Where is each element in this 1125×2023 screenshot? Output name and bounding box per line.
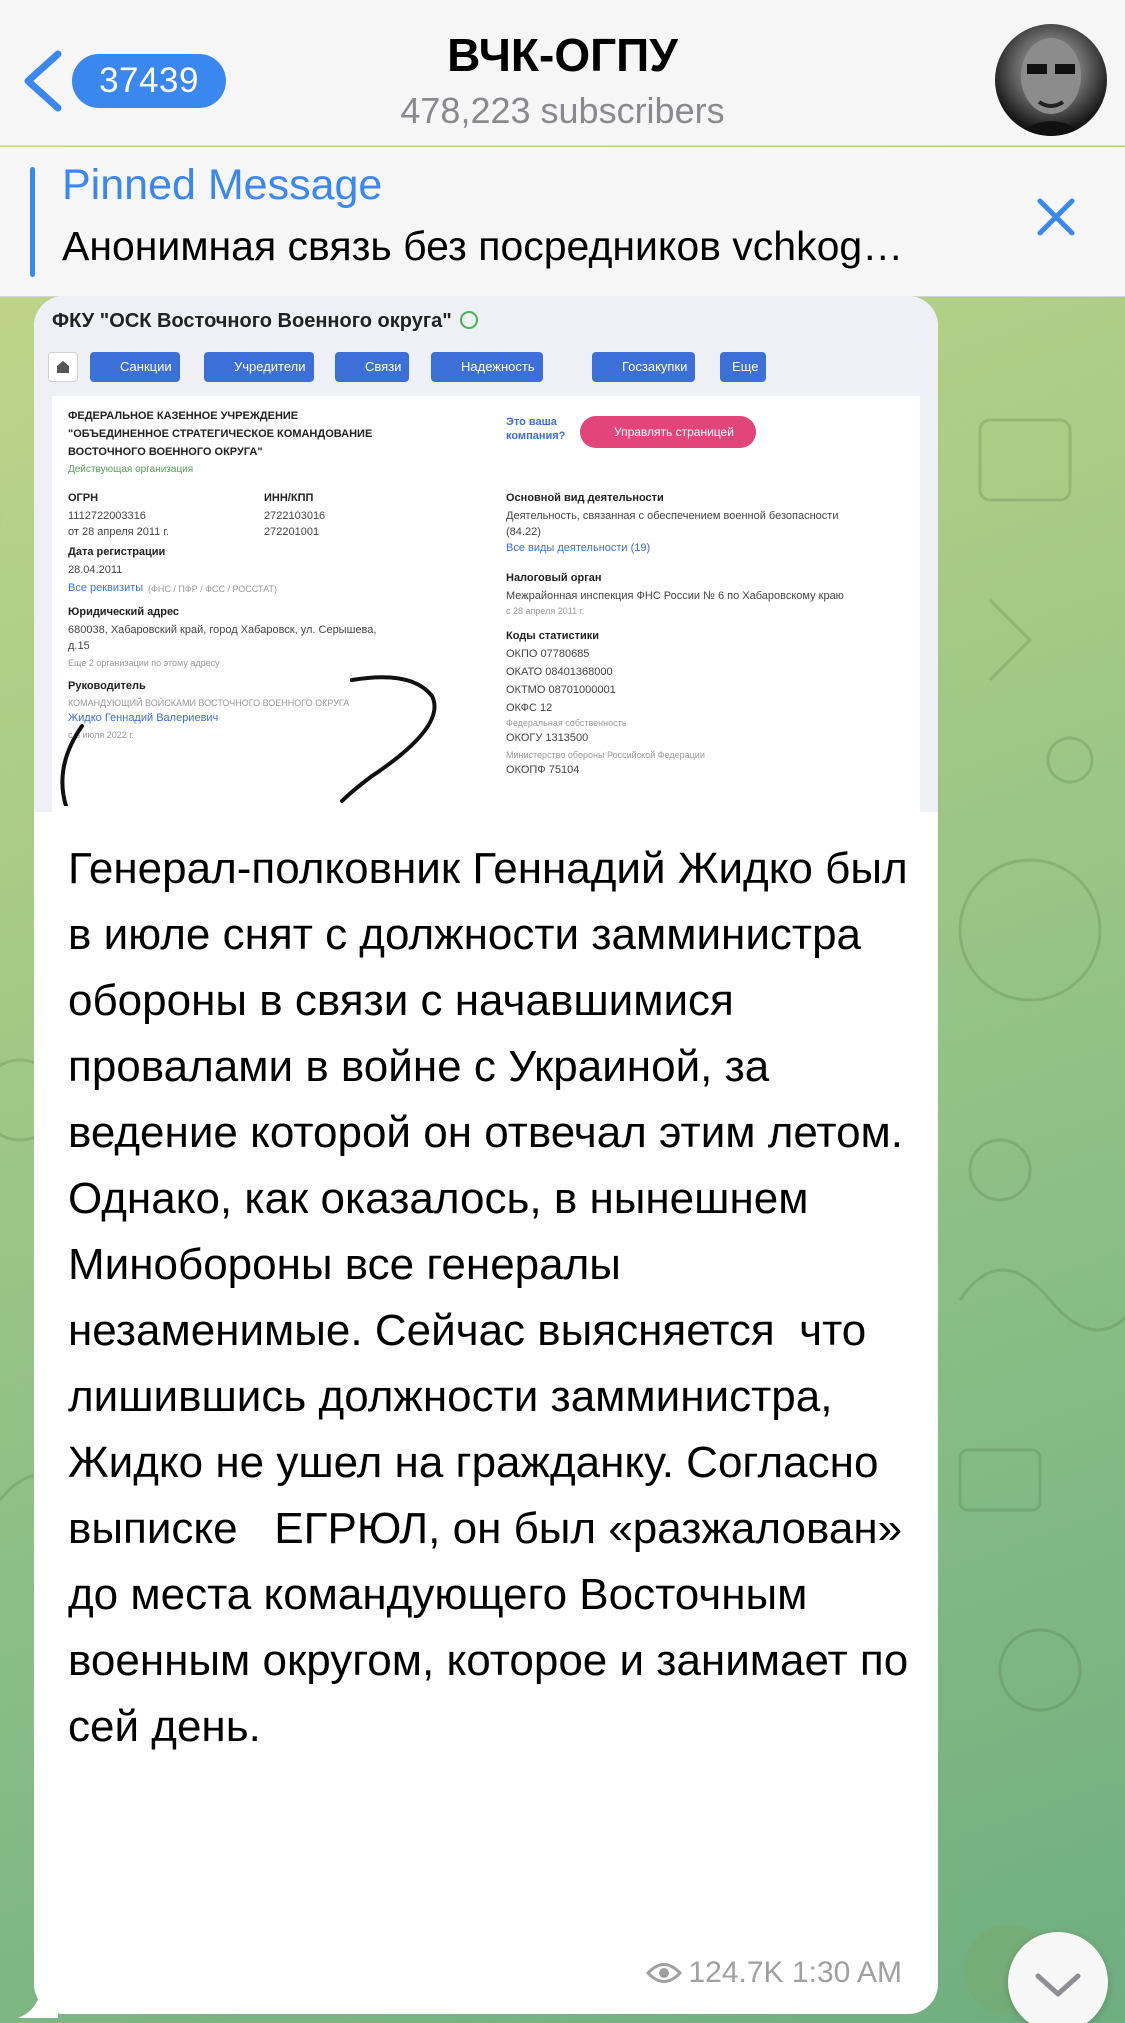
home-icon [48, 352, 78, 382]
head-label: Руководитель [68, 680, 146, 692]
tax-value: Межрайонная инспекция ФНС России № 6 по Хабаровскому краю [506, 590, 844, 602]
pinned-message-bar[interactable] [0, 147, 1125, 297]
scroll-down-button[interactable] [1008, 1932, 1108, 2023]
stat-code-okpo: ОКПО 07780685 [506, 648, 590, 660]
photo-tab-reliability: Надежность [431, 352, 543, 382]
activity-label: Основной вид деятельности [506, 492, 664, 504]
your-company-line-2: компания? [506, 430, 566, 442]
address-value-2: д.15 [68, 640, 90, 652]
verified-check-icon [460, 311, 478, 329]
photo-tab-procurement: Госзакупки [592, 352, 695, 382]
inn-label: ИНН/КПП [264, 492, 314, 504]
head-title: КОМАНДУЮЩИЙ ВОЙСКАМИ ВОСТОЧНОГО ВОЕННОГО ОКРУГА [68, 698, 350, 708]
chat-header [0, 0, 1125, 146]
org-name-line-1: ФЕДЕРАЛЬНОЕ КАЗЕННОЕ УЧРЕЖДЕНИЕ [68, 410, 299, 422]
org-status: Действующая организация [68, 464, 194, 475]
photo-heading [52, 310, 478, 333]
channel-avatar[interactable] [995, 24, 1107, 136]
message-meta [646, 1956, 902, 1990]
address-label: Юридический адрес [68, 606, 180, 618]
activity-code: (84.22) [506, 526, 541, 538]
message-time: 1:30 AM [791, 1956, 902, 1989]
okogu-note: Министерство обороны Российской Федерации [506, 750, 705, 760]
head-date: с 6 июля 2022 г. [68, 730, 134, 740]
requisites-note: (ФНС / ПФР / ФСС / РОССТАТ) [148, 584, 277, 594]
photo-tab-more: Еще [720, 352, 766, 382]
stat-code-okopf: ОКОПФ 75104 [506, 764, 580, 776]
ogrn-label: ОГРН [68, 492, 99, 504]
pinned-indicator [30, 167, 35, 277]
reg-value: 28.04.2011 [68, 564, 123, 576]
stat-code-okfs: ОКФС 12 [506, 702, 553, 714]
avatar-face-icon [995, 24, 1107, 136]
kpp-value: 272201001 [264, 526, 320, 538]
subscriber-count: 478,223 subscribers [400, 90, 725, 131]
pinned-text: Анонимная связь без посредников vchkog… [62, 223, 904, 269]
stat-code-oktmo: ОКТМО 08701000001 [506, 684, 616, 696]
inn-value: 2722103016 [264, 510, 326, 522]
photo-tab-links: Связи [335, 352, 409, 382]
photo-heading-text: ФКУ "ОСК Восточного Военного округа" [52, 310, 452, 332]
ogrn-value: 1112722003316 [68, 510, 146, 522]
message-bubble[interactable] [34, 296, 938, 2014]
reg-label: Дата регистрации [68, 546, 166, 558]
all-requisites-link: Все реквизиты [68, 582, 144, 594]
photo-tab-founders: Учредители [204, 352, 314, 382]
all-activities-link: Все виды деятельности (19) [506, 542, 651, 554]
channel-title[interactable]: ВЧК-ОГПУ [447, 29, 678, 81]
org-name-line-2: "ОБЪЕДИНЕННОЕ СТРАТЕГИЧЕСКОЕ КОМАНДОВАНИЕ [68, 428, 373, 440]
photo-tab-sanctions: Санкции [90, 352, 180, 382]
hand-drawn-annotation [52, 666, 472, 806]
ogrn-date: от 28 апреля 2011 г. [68, 526, 170, 538]
manage-page-button: Управлять страницей [580, 416, 756, 448]
stat-code-okogu: ОКОГУ 1313500 [506, 732, 589, 744]
view-count: 124.7K [688, 1956, 784, 1989]
photo-company-card [52, 396, 920, 812]
address-note: Еще 2 организации по этому адресу [68, 658, 220, 668]
stat-code-okato: ОКАТО 08401368000 [506, 666, 613, 678]
chevron-down-icon [1008, 1932, 1108, 2023]
close-icon[interactable] [1032, 193, 1080, 241]
your-company-line-1: Это ваша [506, 416, 557, 428]
tax-label: Налоговый орган [506, 572, 602, 584]
activity-value: Деятельность, связанная с обеспечением военной безопасности [506, 510, 839, 522]
tax-date: с 28 апреля 2011 г. [506, 606, 585, 616]
head-name: Жидко Геннадий Валериевич [68, 712, 219, 724]
stat-label: Коды статистики [506, 630, 600, 642]
message-photo[interactable] [34, 296, 938, 812]
message-text: Генерал-полковник Геннадий Жидко был в июле снят с должности замминистра обороны в связи с начавшимися провалами в войне с Украиной, за ведение которой он отвечал этим летом. Однако, как оказалось, в нынешнем Минобороны все генералы незаменимые. Сейчас выясняется что лишившись должности замминистра, Жидко не ушел на гражданку. Согласно выписке ЕГРЮЛ, он был «разжалован» до места командующего Восточным военным округом, которое и занимает по сей день. [68, 844, 921, 1751]
org-name-line-3: ВОСТОЧНОГО ВОЕННОГО ОКРУГА" [68, 446, 263, 458]
unread-count-badge[interactable]: 37439 [72, 54, 226, 108]
okfs-note: Федеральная собственность [506, 718, 627, 728]
eye-icon [646, 1962, 682, 1984]
address-value: 680038, Хабаровский край, город Хабаровск, ул. Серышева, [68, 624, 377, 636]
pinned-label: Pinned Message [62, 161, 383, 209]
